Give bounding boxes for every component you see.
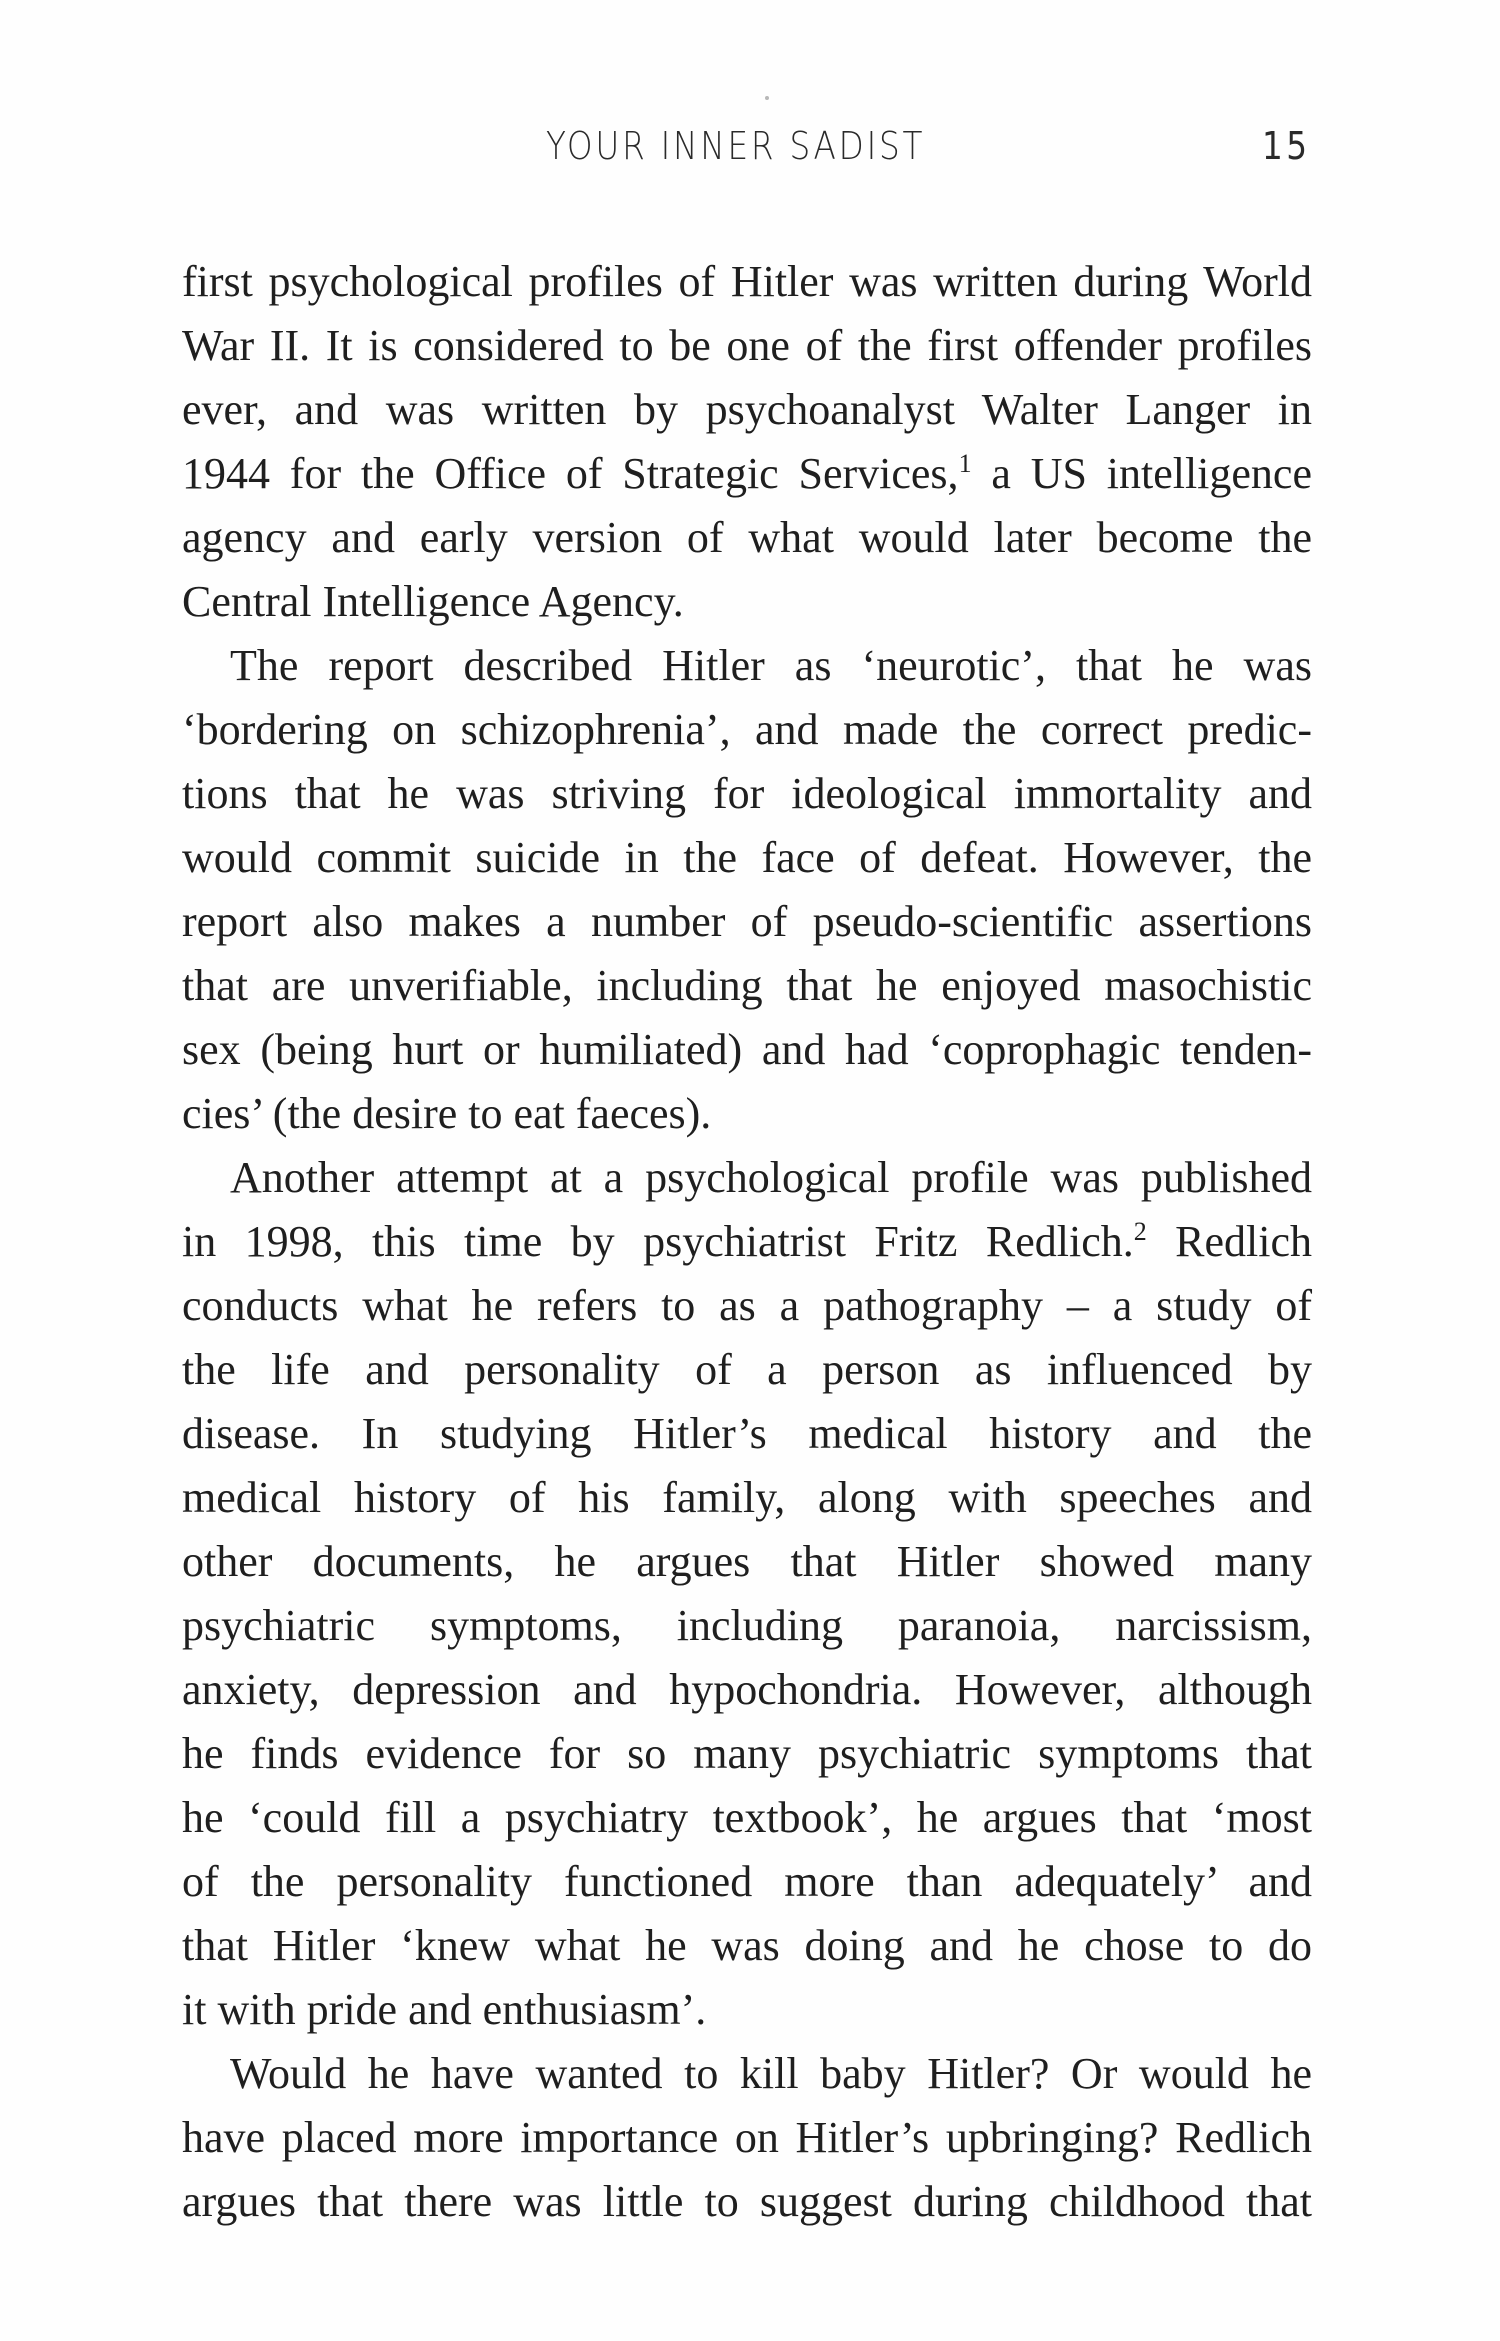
text-line: he finds evidence for so many psychiatric symptoms that [182, 1729, 1312, 1778]
text-line: medical history of his family, along with speeches and [182, 1473, 1312, 1522]
footnote-ref-1[interactable]: 1 [958, 449, 972, 478]
text-line: it with pride and enthusiasm’. [182, 1985, 707, 2034]
text-line: psychiatric symptoms, including paranoia, narcissism, [182, 1601, 1312, 1650]
running-head-title: YOUR INNER SADIST [546, 124, 926, 168]
text-line: would commit suicide in the face of defeat. However, the [182, 833, 1312, 882]
text-line: of the personality functioned more than adequately’ and [182, 1857, 1312, 1906]
text-segment: a US intelligence [971, 449, 1312, 498]
page-number: 15 [1262, 124, 1311, 168]
text-line: Another attempt at a psychological profile was published [230, 1153, 1312, 1202]
text-line: conducts what he refers to as a pathography – a study of [182, 1281, 1312, 1330]
text-line: ‘bordering on schizophrenia’, and made the correct predic- [182, 705, 1312, 754]
text-segment: in 1998, this time by psychiatrist Fritz Redlich. [182, 1217, 1134, 1266]
text-segment: Redlich [1146, 1217, 1313, 1266]
text-line: ever, and was written by psychoanalyst Walter Langer in [182, 385, 1312, 434]
text-line: anxiety, depression and hypochondria. However, although [182, 1665, 1312, 1714]
text-line: agency and early version of what would later become the [182, 513, 1312, 562]
scan-speck [765, 96, 769, 100]
text-line: report also makes a number of pseudo-scientific assertions [182, 897, 1312, 946]
text-line [182, 442, 1312, 506]
text-line: argues that there was little to suggest during childhood that [182, 2177, 1312, 2226]
text-line: first psychological profiles of Hitler was written during World [182, 257, 1312, 306]
body-text [182, 250, 1312, 2234]
text-line: other documents, he argues that Hitler showed many [182, 1537, 1312, 1586]
text-line: sex (being hurt or humiliated) and had ‘coprophagic tenden- [182, 1025, 1312, 1074]
text-line: Would he have wanted to kill baby Hitler? Or would he [230, 2049, 1312, 2098]
text-line [182, 1210, 1312, 1274]
text-line: that Hitler ‘knew what he was doing and he chose to do [182, 1921, 1312, 1970]
footnote-ref-2[interactable]: 2 [1133, 1217, 1147, 1246]
paragraph-4 [182, 2042, 1312, 2234]
text-line: cies’ (the desire to eat faeces). [182, 1089, 712, 1138]
text-segment: 1944 for the Office of Strategic Services, [182, 449, 959, 498]
paragraph-1 [182, 250, 1312, 634]
paragraph-3 [182, 1146, 1312, 2042]
paragraph-2 [182, 634, 1312, 1146]
text-line: that are unverifiable, including that he enjoyed masochistic [182, 961, 1312, 1010]
text-line: War II. It is considered to be one of the first offender profiles [182, 321, 1312, 370]
text-line: have placed more importance on Hitler’s upbringing? Redlich [182, 2113, 1312, 2162]
text-line: tions that he was striving for ideological immortality and [182, 769, 1312, 818]
text-line: the life and personality of a person as influenced by [182, 1345, 1312, 1394]
text-line: disease. In studying Hitler’s medical history and the [182, 1409, 1312, 1458]
text-line: he ‘could fill a psychiatry textbook’, he argues that ‘most [182, 1793, 1312, 1842]
text-line: Central Intelligence Agency. [182, 577, 684, 626]
text-line: The report described Hitler as ‘neurotic’, that he was [230, 641, 1312, 690]
